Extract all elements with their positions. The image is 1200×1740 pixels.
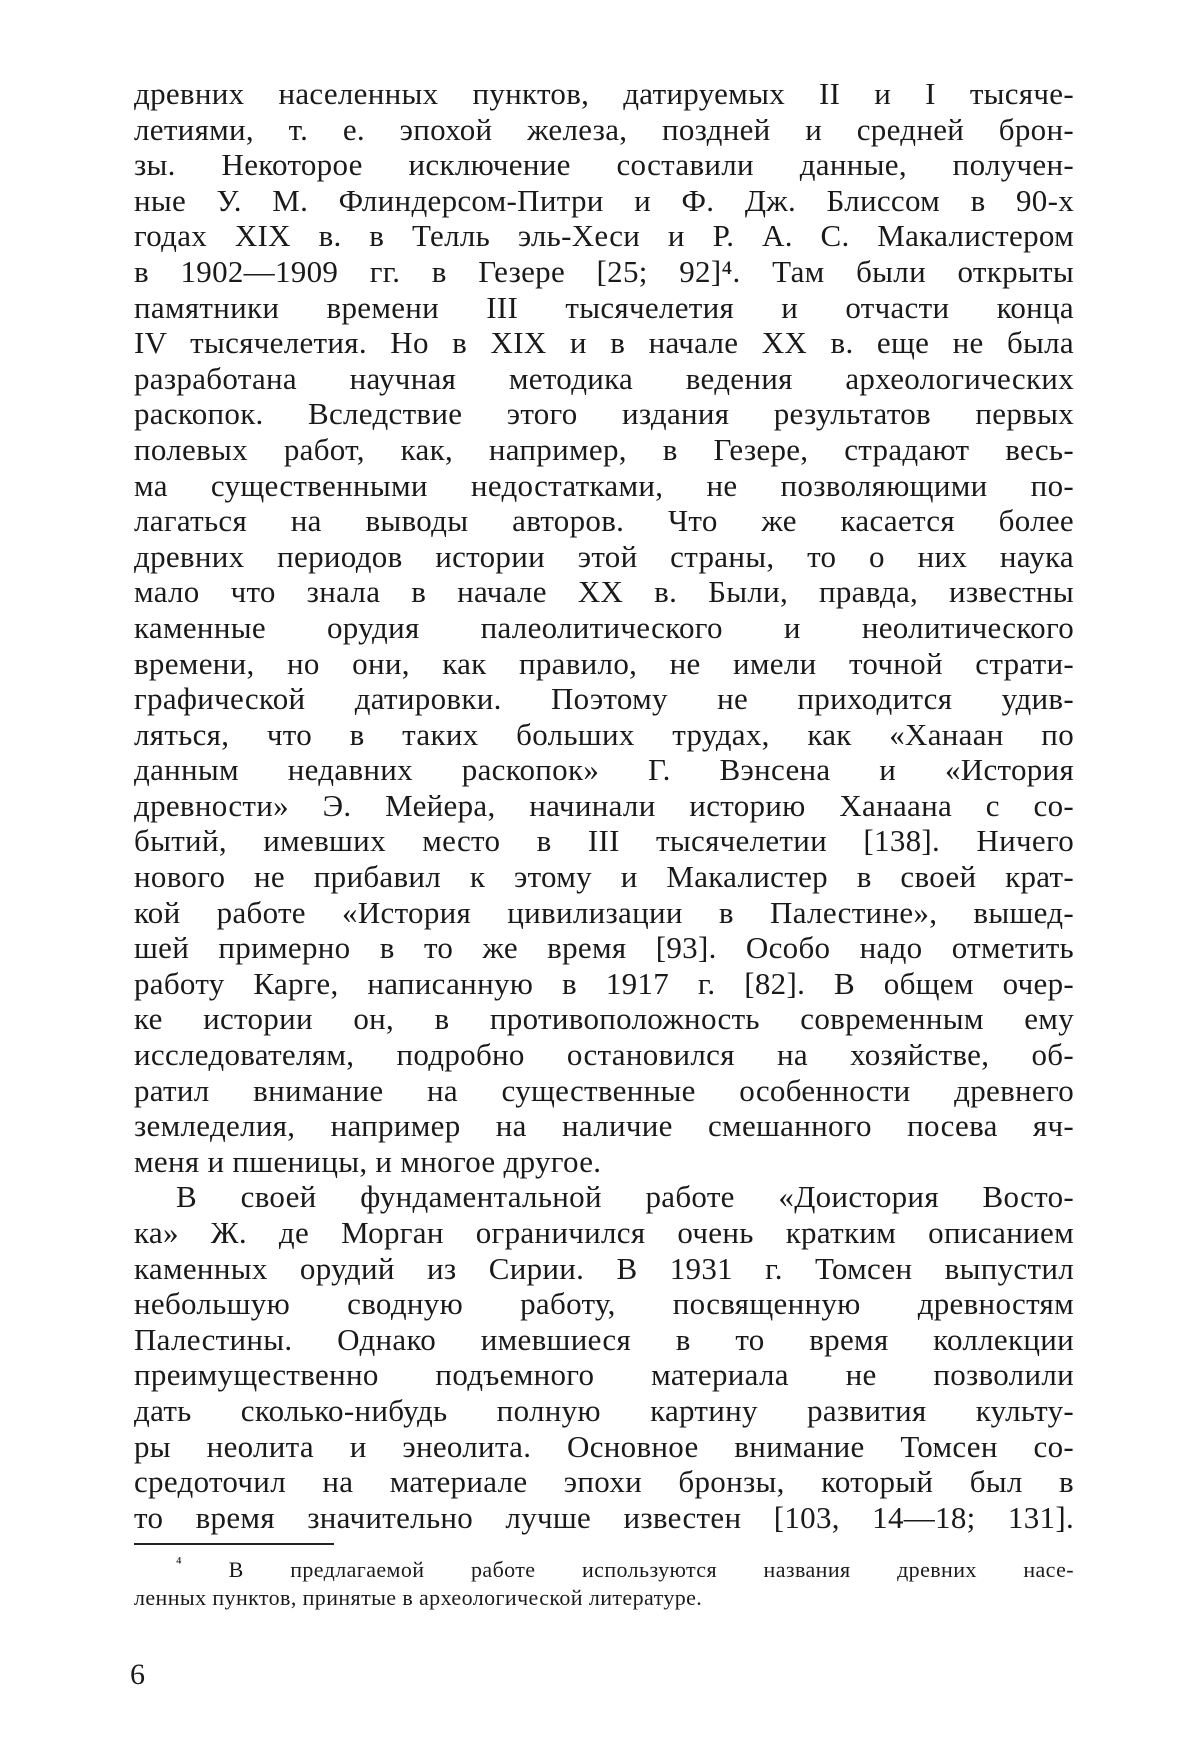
text-line: в 1902—1909 гг. в Гезере [25; 92]⁴. Там были открыты xyxy=(134,253,1074,289)
text-line: то время значительно лучше известен [103, 14—18; 131]. xyxy=(134,1499,1074,1535)
text-line: времени, но они, как правило, не имели точной страти- xyxy=(134,645,1074,681)
text-line: древности» Э. Мейера, начинали историю Ханаана с со- xyxy=(134,787,1074,823)
footnote-text: В предлагаемой работе используются названия древних насе- xyxy=(228,1557,1074,1582)
text-line: средоточил на материале эпохи бронзы, который был в xyxy=(134,1464,1074,1500)
text-line: меня и пшеницы, и многое другое. xyxy=(134,1143,602,1179)
text-line: раскопок. Вследствие этого издания результатов первых xyxy=(134,396,1074,432)
text-line: преимущественно подъемного материала не позволили xyxy=(134,1357,1074,1393)
text-line: памятники времени III тысячелетия и отчасти конца xyxy=(134,289,1074,325)
text-line: ратил внимание на существенные особенности древнего xyxy=(134,1072,1074,1108)
text-line: земледелия, например на наличие смешанного посева яч- xyxy=(134,1108,1074,1144)
text-line: нового не прибавил к этому и Макалистер в своей крат- xyxy=(134,859,1074,895)
text-line: летиями, т. е. эпохой железа, поздней и средней брон- xyxy=(134,111,1074,147)
text-line: разработана научная методика ведения археологических xyxy=(134,360,1074,396)
text-line: каменных орудий из Сирии. В 1931 г. Томсен выпустил xyxy=(134,1250,1074,1286)
text-line: годах XIX в. в Телль эль-Хеси и Р. А. С. Макалистером xyxy=(134,218,1074,254)
text-line: каменные орудия палеолитического и неолитического xyxy=(134,609,1074,645)
paragraph-1 xyxy=(134,76,1074,1179)
text-line: исследователям, подробно остановился на хозяйстве, об- xyxy=(134,1037,1074,1073)
text-line: работу Карге, написанную в 1917 г. [82]. В общем очер- xyxy=(134,965,1074,1001)
text-line: графической датировки. Поэтому не приходится удив- xyxy=(134,681,1074,717)
text-line: дать сколько-нибудь полную картину развития культу- xyxy=(134,1392,1074,1428)
text-line: ляться, что в таких больших трудах, как «Ханаан по xyxy=(134,716,1074,752)
footnote-line xyxy=(134,1556,1074,1584)
text-line: древних периодов истории этой страны, то о них наука xyxy=(134,538,1074,574)
text-line: мало что знала в начале XX в. Были, правда, известны xyxy=(134,574,1074,610)
text-line: кой работе «История цивилизации в Палестине», вышед- xyxy=(134,894,1074,930)
footnote-line: ленных пунктов, принятые в археологической литературе. xyxy=(134,1585,703,1610)
text-line: полевых работ, как, например, в Гезере, страдают весь- xyxy=(134,431,1074,467)
text-line: Палестины. Однако имевшиеся в то время коллекции xyxy=(134,1321,1074,1357)
text-line: небольшую сводную работу, посвященную древностям xyxy=(134,1286,1074,1322)
text-line: В своей фундаментальной работе «Доистория Восто- xyxy=(176,1179,1074,1215)
text-line: ке истории он, в противоположность современным ему xyxy=(134,1001,1074,1037)
text-line: шей примерно в то же время [93]. Особо надо отметить xyxy=(134,930,1074,966)
text-line: лагаться на выводы авторов. Что же касается более xyxy=(134,503,1074,539)
page-number: 6 xyxy=(130,1658,145,1691)
text-line: ма существенными недостатками, не позволяющими по- xyxy=(134,467,1074,503)
footnote xyxy=(134,1556,1074,1612)
paragraph-2 xyxy=(134,1179,1074,1535)
page-body xyxy=(134,76,1074,1535)
text-line: ные У. М. Флиндерсом-Питри и Ф. Дж. Блиссом в 90-х xyxy=(134,182,1074,218)
text-line: IV тысячелетия. Но в XIX и в начале XX в. еще не была xyxy=(134,325,1074,361)
footnote-divider xyxy=(134,1543,334,1545)
text-line: бытий, имевших место в III тысячелетии [138]. Ничего xyxy=(134,823,1074,859)
text-line: древних населенных пунктов, датируемых II и I тысяче- xyxy=(134,76,1074,111)
footnote-marker: ⁴ xyxy=(176,1555,182,1572)
text-line: ка» Ж. де Морган ограничился очень кратким описанием xyxy=(134,1215,1074,1250)
text-line: ры неолита и энеолита. Основное внимание Томсен со- xyxy=(134,1428,1074,1464)
text-line: зы. Некоторое исключение составили данные, получен- xyxy=(134,147,1074,183)
text-line: данным недавних раскопок» Г. Вэнсена и «История xyxy=(134,752,1074,788)
